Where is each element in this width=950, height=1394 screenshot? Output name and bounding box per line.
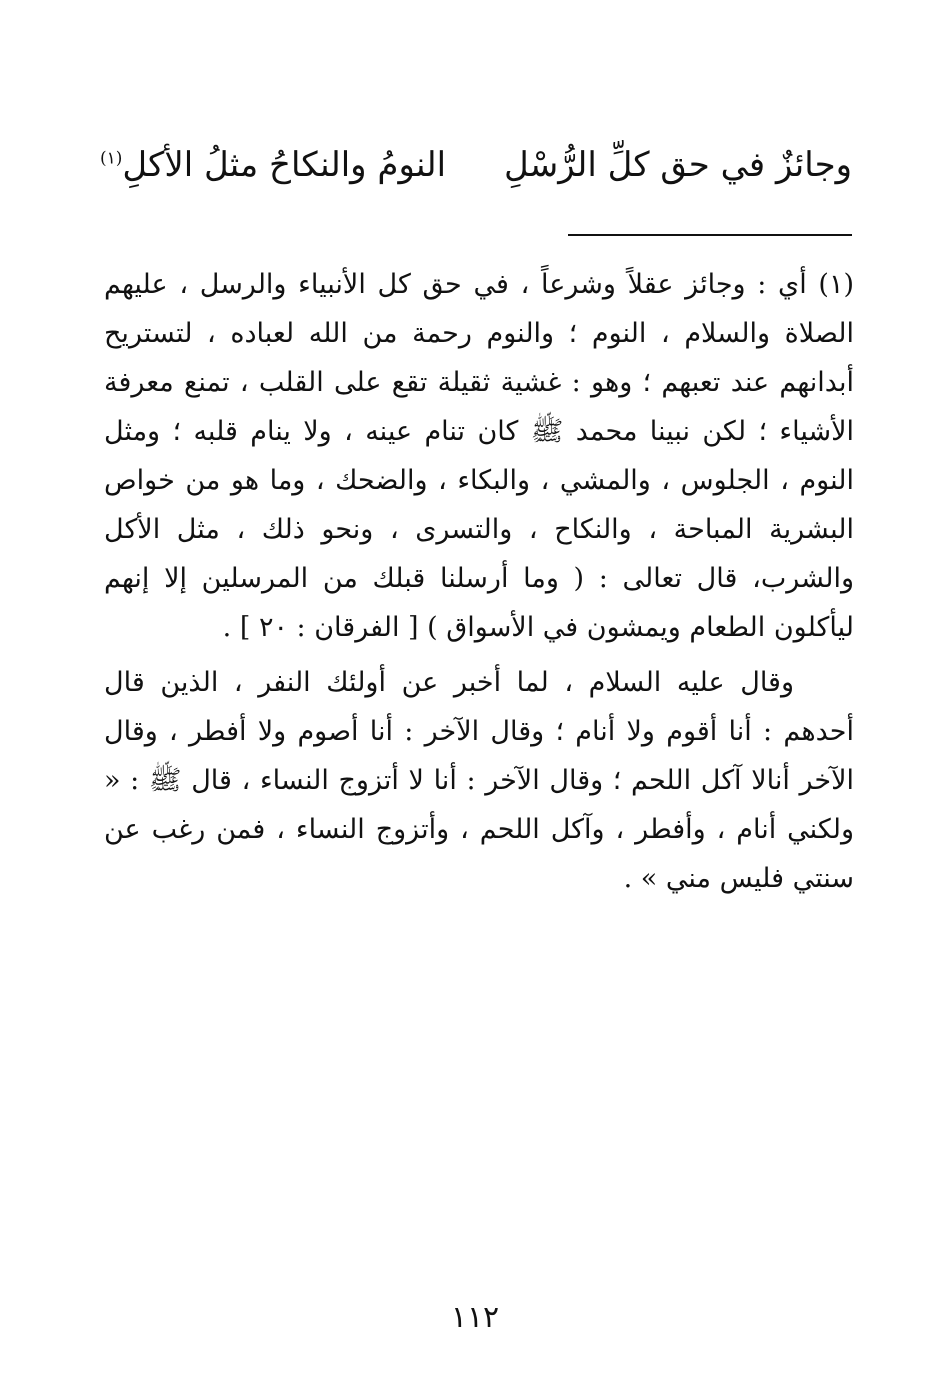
poem-verse (100, 135, 852, 195)
page-number: ١١٢ (450, 1300, 500, 1335)
footnote-section (104, 260, 854, 909)
footnote-marker: (١) (100, 148, 123, 169)
footnote-separator (568, 234, 852, 236)
verse-second-hemistich: النومُ والنكاحُ مثلُ الأكلِ$^{(١)}$ (100, 145, 447, 185)
footnote-paragraph-2: وقال عليه السلام ، لما أخبر عن أولئك النفر ، الذين قال أحدهم : أنا أقوم ولا أنام ؛ وقال الآخر : أنا أصوم ولا أفطر ، وقال الآخر أنالا آكل اللحم ؛ وقال الآخر : أنا لا أتزوج النساء ، قال ﷺ : « ولكني أنام ، وأفطر ، وآكل اللحم ، وأتزوج النساء ، فمن رغب عن سنتي فليس مني » . (104, 667, 854, 894)
footnote-paragraph-1: (١) أي : وجائز عقلاً وشرعاً ، في حق كل الأنبياء والرسل ، عليهم الصلاة والسلام ، النوم ؛ والنوم رحمة من الله لعباده ، لتستريح أبدانهم عند تعبهم ؛ وهو : غشية ثقيلة تقع على القلب ، تمنع معرفة الأشياء ؛ لكن نبينا محمد ﷺ كان تنام عينه ، ولا ينام قلبه ؛ ومثل النوم ، الجلوس ، والمشي ، والبكاء ، والضحك ، وما هو من خواص البشرية المباحة ، والنكاح ، والتسرى ، ونحو ذلك ، مثل الأكل والشرب، قال تعالى : ( وما أرسلنا قبلك من المرسلين إلا إنهم ليأكلون الطعام ويمشون في الأسواق ) [ الفرقان : ٢٠ ] . (104, 269, 854, 643)
verse-first-hemistich: وجائزٌ في حق كلِّ الرُّسْلِ (504, 145, 852, 185)
